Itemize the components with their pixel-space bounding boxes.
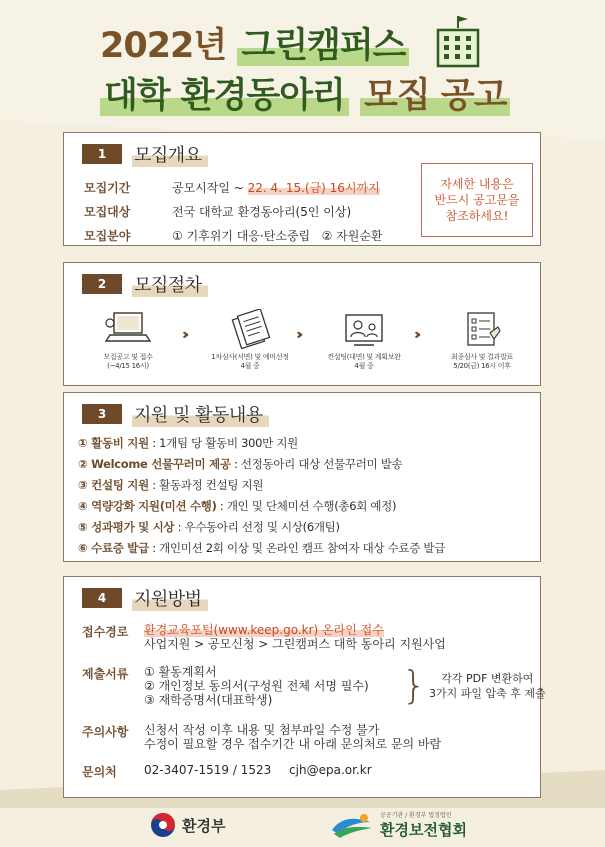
step-label [202, 353, 298, 371]
item-key: ⑥ 수료증 발급 [78, 541, 149, 555]
reception-row [82, 623, 522, 653]
note-line: 각각 PDF 변환하여 [441, 672, 534, 685]
notice-line: 반드시 공고문을 [434, 193, 520, 207]
chevrons-icon: ››› [182, 327, 185, 343]
contact-row [82, 763, 522, 779]
document-item: ③ 재학증명서(대표학생) [144, 693, 273, 707]
notice-line: 자세한 내용은 [440, 177, 514, 191]
item-desc: : 1개팀 당 활동비 300만 지원 [148, 436, 298, 450]
row-value: ① 기후위기 대응·탄소중립 ② 자원순환 [172, 229, 383, 243]
support-item [78, 456, 402, 472]
note-line: 3가지 파일 압축 후 제출 [429, 687, 546, 700]
recruit-field-row [84, 227, 383, 244]
support-item [78, 519, 340, 535]
item-key: ③ 컨설팅 지원 [78, 478, 149, 492]
section-number: 2 [82, 274, 122, 294]
item-key: ⑤ 성과평가 및 시상 [78, 520, 175, 534]
procedure-step-4 [434, 309, 530, 371]
chevrons-icon: ››› [296, 327, 299, 343]
reception-path: 사업지원 > 공모신청 > 그린캠퍼스 대학 동아리 지원사업 [144, 637, 446, 651]
association-text [380, 810, 467, 840]
row-label: 제출서류 [82, 667, 129, 681]
title-club: 대학 환경동아리 [100, 76, 349, 116]
step-label [434, 353, 530, 371]
title-green-campus: 그린캠퍼스 [237, 26, 409, 66]
row-value-prefix: 공모시작일 ~ [172, 181, 248, 195]
association-subtitle: 공공기관 / 환경부 법정법인 [380, 812, 452, 819]
footer [0, 808, 605, 847]
procedure-step-2 [202, 309, 298, 371]
caution-line: 신청서 작성 이후 내용 및 첨부파일 수정 불가 [144, 723, 380, 737]
notice-box [421, 163, 533, 237]
row-label: 모집분야 [84, 229, 131, 243]
item-desc: : 개인미션 2회 이상 및 온라인 캠프 참여자 대상 수료증 발급 [148, 541, 445, 555]
row-value [144, 763, 372, 777]
support-item [78, 477, 263, 493]
caution-row [82, 723, 522, 753]
step-label [80, 353, 176, 371]
row-label: 문의처 [82, 765, 117, 779]
section-number: 4 [82, 588, 122, 608]
title-line-1 [100, 24, 409, 68]
section-title: 모집절차 [132, 271, 208, 297]
title-recruit: 모집 공고 [360, 76, 510, 116]
section-header [82, 585, 208, 611]
row-value: 전국 대학교 환경동아리(5인 이상) [172, 205, 352, 219]
section-number: 1 [82, 144, 122, 164]
section-title: 모집개요 [132, 141, 208, 167]
recruit-target-row [84, 203, 351, 220]
documents-note [429, 671, 546, 701]
ministry-name: 환경부 [182, 816, 226, 835]
school-building-icon [432, 14, 484, 70]
item-key: ① 활동비 지원 [78, 436, 149, 450]
item-key: ② Welcome 선물꾸러미 제공 [78, 457, 231, 471]
chevrons-icon: ››› [414, 327, 417, 343]
step-label-line2: (~4/15 16시) [107, 362, 149, 370]
procedure-step-1 [80, 309, 176, 371]
documents-row [82, 663, 546, 709]
step-label-line2: 4월 중 [240, 362, 260, 370]
section-header [82, 401, 269, 427]
document-item: ① 활동계획서 [144, 665, 217, 679]
deadline-highlight: 22. 4. 15.(금) 16시까지 [247, 181, 380, 195]
row-value [144, 723, 441, 751]
item-desc: : 우수동아리 선정 및 시상(6개팀) [174, 520, 340, 534]
support-item [78, 435, 298, 451]
title-year: 2022년 [100, 26, 227, 66]
taegeuk-icon [150, 812, 176, 838]
contact-email[interactable]: cjh@epa.or.kr [289, 763, 372, 777]
section-number: 3 [82, 404, 122, 424]
item-desc: : 개인 및 단체미션 수행(총6회 예정) [216, 499, 397, 513]
section-support [63, 392, 541, 562]
recruit-period-row [84, 179, 380, 196]
brace-icon: } [402, 663, 427, 707]
laptop-icon [102, 309, 154, 349]
item-desc: : 선정동아리 대상 선물꾸러미 발송 [230, 457, 403, 471]
procedure-step-3 [316, 309, 412, 371]
row-label: 주의사항 [82, 725, 129, 739]
step-label-line1: 모집공고 및 접수 [103, 353, 153, 361]
caution-line: 수정이 필요할 경우 접수기간 내 아래 문의처로 문의 바람 [144, 737, 442, 751]
section-header [82, 141, 208, 167]
ministry-logo [150, 812, 225, 838]
row-value [172, 179, 380, 196]
association-emblem-icon [330, 812, 374, 838]
step-label-line2: 4월 중 [354, 362, 374, 370]
documents-icon [224, 309, 276, 349]
row-label: 모집기간 [84, 181, 131, 195]
section-overview [63, 132, 541, 246]
support-item [78, 540, 445, 556]
contact-phone: 02-3407-1519 / 1523 [144, 763, 272, 777]
association-logo [330, 810, 467, 840]
poster-header [0, 14, 605, 124]
portal-link[interactable]: 환경교육포털(www.keep.go.kr) 온라인 접수 [144, 623, 384, 637]
section-title: 지원 및 활동내용 [132, 401, 269, 427]
section-application [63, 576, 546, 798]
section-header [82, 271, 208, 297]
step-label-line1: 최종심사 및 결과발표 [450, 353, 513, 361]
association-name: 환경보전협회 [380, 821, 467, 839]
step-label-line1: 1차심사(서면) 및 예비선정 [211, 353, 289, 361]
section-procedure [63, 262, 541, 386]
row-value [144, 665, 369, 707]
checklist-icon [456, 309, 508, 349]
row-value [144, 623, 446, 651]
item-key: ④ 역량강화 지원(미션 수행) [78, 499, 217, 513]
title-line-2 [100, 74, 510, 118]
step-label-line1: 컨설팅(대면) 및 계획보완 [327, 353, 401, 361]
section-title: 지원방법 [132, 585, 208, 611]
support-item [78, 498, 396, 514]
document-item: ② 개인정보 동의서(구성원 전체 서명 필수) [144, 679, 369, 693]
step-label-line2: 5/20(금) 16시 이후 [453, 362, 511, 370]
item-desc: : 활동과정 컨설팅 지원 [148, 478, 264, 492]
video-meeting-icon [338, 309, 390, 349]
step-label [316, 353, 412, 371]
notice-line: 참조하세요! [445, 209, 509, 223]
row-label: 모집대상 [84, 205, 131, 219]
row-label: 접수경로 [82, 625, 129, 639]
